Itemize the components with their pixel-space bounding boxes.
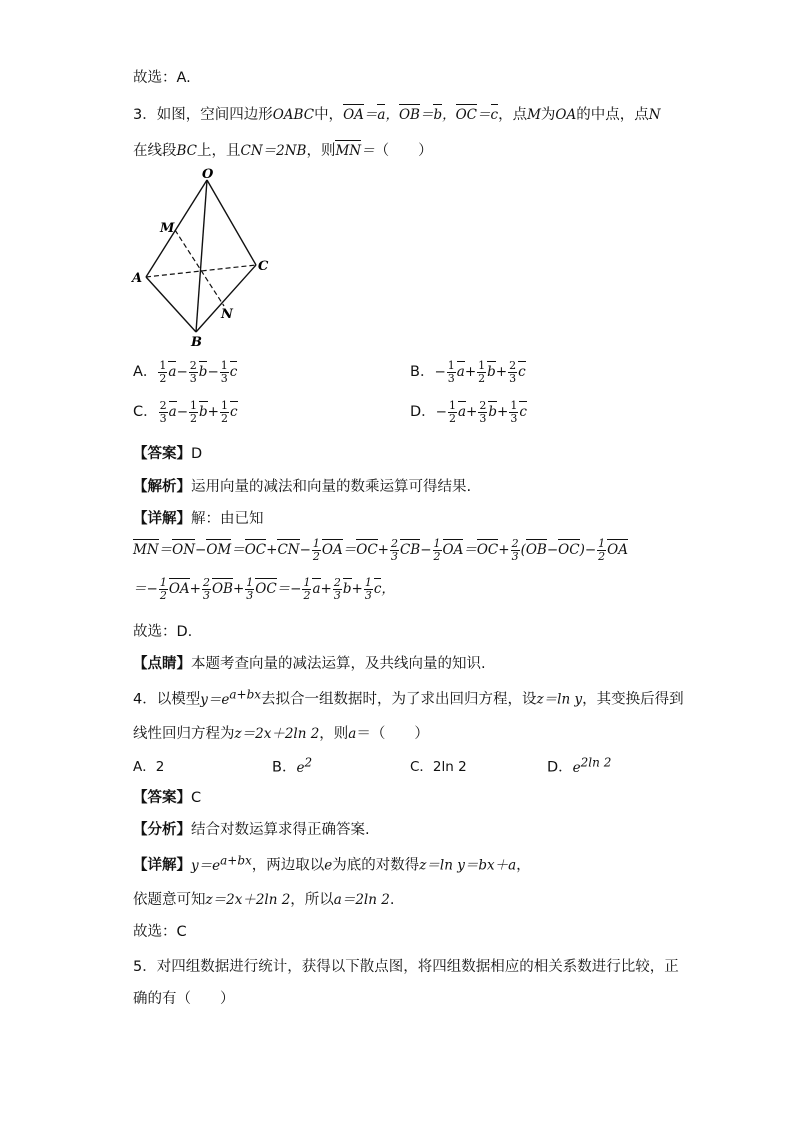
edge-oc bbox=[207, 180, 256, 265]
q2-conclusion: 故选：A. bbox=[133, 70, 191, 86]
q3-option-b: B．− $\frac{1}{3}$ a+ $\frac{1}{2}$ b+ $\frac{2}{3}$ c bbox=[410, 359, 526, 385]
label-n: N bbox=[221, 307, 233, 322]
label-o: O bbox=[202, 168, 214, 182]
q4-detail: 【详解】$y=e^{a+bx}$，两边取以e为底的对数得z＝ln y＝bx＋a， bbox=[133, 853, 531, 874]
segment-mn bbox=[175, 230, 224, 306]
edge-ob bbox=[196, 180, 207, 332]
q3-stem-line1: 3．如图，空间四边形OABC中，OA＝a，OB＝b，OC＝c，点M为OA的中点，点N bbox=[133, 107, 661, 123]
q3-derivation-line1: MN＝ON−OM＝OC+CN− $\frac{1}{2}$ OA＝OC+ $\frac{2}{3}$ CB− $\frac{1}{2}$ OA＝OC+ $\frac{2}{3}$ (OB−OC)− $\frac{1}{2}$ OA bbox=[133, 537, 628, 563]
q3-stem-line2: 在线段BC上，且CN＝2NB，则MN＝（ ） bbox=[133, 143, 433, 159]
q4-stem-line1: 4．以模型$y=e^{a+bx}$去拟合一组数据时，为了求出回归方程，设z＝ln y，其变换后得到 bbox=[133, 687, 684, 708]
label-b: B bbox=[191, 335, 202, 348]
q4-stem-line2: 线性回归方程为z＝2x＋2ln 2，则a＝（ ） bbox=[133, 726, 429, 742]
q4-option-b: B．$e^2$ bbox=[272, 755, 313, 776]
edge-oa bbox=[146, 180, 207, 277]
q3-option-a: A． $\frac{1}{2}$ a− $\frac{2}{3}$ b− $\frac{1}{3}$ c bbox=[133, 359, 238, 385]
q4-analysis: 【分析】结合对数运算求得正确答案. bbox=[133, 822, 370, 838]
q3-answer: 【答案】D bbox=[133, 446, 203, 462]
q4-detail-line2: 依题意可知z＝2x＋2ln 2，所以a＝2ln 2. bbox=[133, 892, 395, 908]
q5-stem-line1: 5．对四组数据进行统计，获得以下散点图，将四组数据相应的相关系数进行比较，正 bbox=[133, 959, 679, 975]
q5-stem-line2: 确的有（ ） bbox=[133, 991, 235, 1007]
q3-option-c: C． $\frac{2}{3}$ a− $\frac{1}{2}$ b+ $\frac{1}{2}$ c bbox=[133, 399, 238, 425]
q3-analysis: 【解析】运用向量的减法和向量的数乘运算可得结果. bbox=[133, 479, 472, 495]
q4-option-d: D．$e^{2ln 2}$ bbox=[547, 755, 612, 776]
q3-derivation-line2: ＝− $\frac{1}{2}$ OA+ $\frac{2}{3}$ OB+ $\frac{1}{3}$ OC＝− $\frac{1}{2}$ a+ $\frac{2}{3}$ b+ $\frac{1}{3}$ c， bbox=[133, 576, 395, 602]
q3-comment: 【点睛】本题考查向量的减法运算，及共线向量的知识. bbox=[133, 656, 486, 672]
label-a: A bbox=[132, 271, 143, 286]
q3-choice: 故选：D. bbox=[133, 624, 193, 640]
label-c: C bbox=[258, 259, 269, 274]
q3-detail: 【详解】解：由已知 bbox=[133, 511, 264, 527]
edge-ab bbox=[146, 277, 196, 332]
label-m: M bbox=[160, 221, 175, 236]
q3-option-d: D．− $\frac{1}{2}$ a+ $\frac{2}{3}$ b+ $\frac{1}{3}$ c bbox=[410, 399, 527, 425]
q4-option-a: A．2 bbox=[133, 759, 165, 775]
q4-answer: 【答案】C bbox=[133, 790, 202, 806]
tetrahedron-figure bbox=[128, 168, 278, 348]
q4-choice: 故选：C bbox=[133, 924, 187, 940]
q4-option-c: C．2ln 2 bbox=[410, 759, 467, 775]
